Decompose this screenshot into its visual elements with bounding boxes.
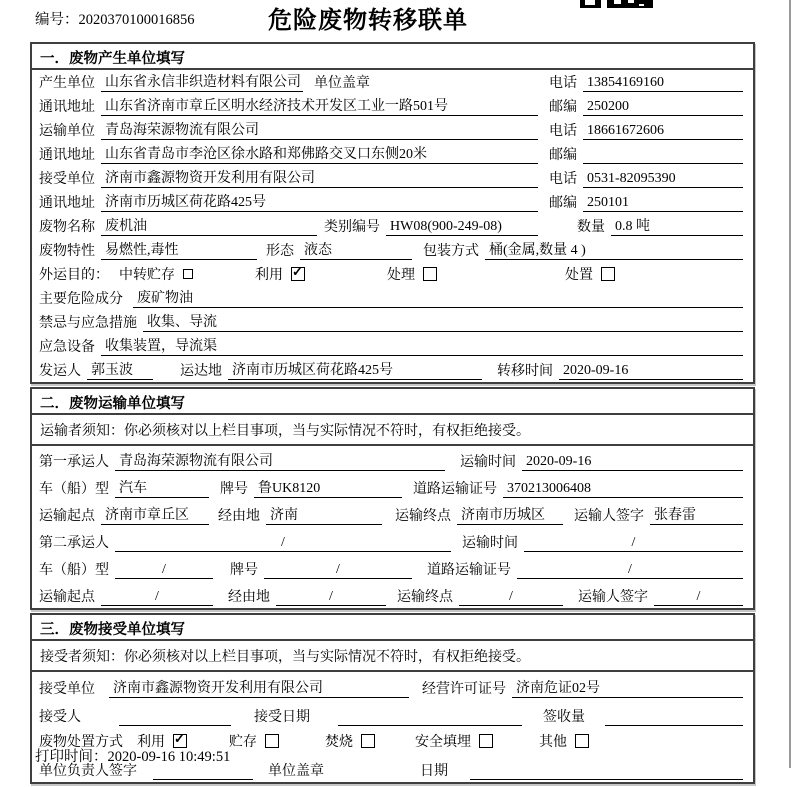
license-label: 经营许可证号 xyxy=(422,682,506,697)
transporter-notice: 运输者须知：你必须核对以上栏目事项，当与实际情况不符时，有权拒绝接受。 xyxy=(32,415,753,446)
zip-label: 邮编 xyxy=(549,196,577,211)
address-value: 山东省青岛市李沧区徐水路和郑佛路交叉口东侧20米 xyxy=(101,143,538,164)
address-value: 山东省济南市章丘区明水经济技术开发区工业一路501号 xyxy=(101,95,538,116)
option-label: 利用 xyxy=(137,735,165,750)
producer-row xyxy=(32,70,753,94)
disposal-option-other xyxy=(539,731,589,751)
transporter-label: 运输单位 xyxy=(39,124,95,139)
option-label: 贮存 xyxy=(229,735,257,750)
purpose-option-treat xyxy=(387,264,437,284)
receive-date-label: 接受日期 xyxy=(254,710,310,725)
producer-address-row xyxy=(32,94,753,118)
purpose-option-dispose xyxy=(565,264,615,284)
carrier-sign-value: 张春雷 xyxy=(650,504,743,525)
zip-label: 邮编 xyxy=(549,100,577,115)
purpose-option-utilize xyxy=(255,264,305,284)
transfer-purpose-row xyxy=(32,262,753,286)
carrier-sign-value: / xyxy=(654,589,743,606)
vehicle-type-value: 汽车 xyxy=(115,477,209,498)
quantity-label: 数量 xyxy=(577,220,605,235)
endpoint-value: 济南市历城区 xyxy=(457,504,563,525)
address-value: 济南市历城区荷花路425号 xyxy=(101,191,538,212)
checkbox-icon xyxy=(265,734,279,748)
endpoint-label: 运输终点 xyxy=(397,590,453,605)
character-value: 易燃性,毒性 xyxy=(101,239,257,260)
emergency-measures-row xyxy=(32,310,753,334)
waste-name-row xyxy=(32,214,753,238)
purpose-label: 外运目的： xyxy=(39,268,109,283)
transporter-row xyxy=(32,118,753,142)
license-value: 济南危证02号 xyxy=(512,677,743,698)
manifest-form xyxy=(30,42,755,787)
section3-header: 三．废物接受单位填写 xyxy=(32,615,753,641)
hazard-component-row xyxy=(32,286,753,310)
producer-value: 山东省永信非织造材料有限公司 xyxy=(101,71,303,92)
plate-label: 牌号 xyxy=(230,563,258,578)
checkbox-icon xyxy=(601,267,615,281)
doc-number-label: 编号： xyxy=(35,12,79,28)
receive-date-value xyxy=(338,725,522,726)
option-label: 处理 xyxy=(387,268,415,283)
vehicle-row-2 xyxy=(32,554,753,581)
second-carrier-value: / xyxy=(115,535,451,552)
plate-label: 牌号 xyxy=(220,482,248,497)
qr-code-icon xyxy=(580,0,654,8)
measures-value: 收集、导流 xyxy=(143,311,743,332)
vehicle-type-label: 车（船）型 xyxy=(39,563,109,578)
character-label: 废物特性 xyxy=(39,244,95,259)
unit-seal-label: 单位盖章 xyxy=(314,76,370,91)
phone-label: 电话 xyxy=(549,76,577,91)
transport-time-value: 2020-09-16 xyxy=(522,454,743,471)
road-cert-label: 道路运输证号 xyxy=(427,563,511,578)
receive-person-label: 接受人 xyxy=(39,710,81,725)
plate-value: 鲁UK8120 xyxy=(254,477,402,498)
route-row xyxy=(32,500,753,527)
vehicle-type-value: / xyxy=(115,562,213,579)
option-label: 其他 xyxy=(539,735,567,750)
zip-value: 250101 xyxy=(583,195,743,212)
hazard-label: 主要危险成分 xyxy=(39,292,123,307)
transporter-address-row xyxy=(32,142,753,166)
receive-person-value xyxy=(119,725,231,726)
shipper-value: 郭玉波 xyxy=(87,359,153,380)
receive-unit-label: 接受单位 xyxy=(39,682,95,697)
form-label: 形态 xyxy=(266,244,294,259)
receiver-notice: 接受者须知：你必须核对以上栏目事项，当与实际情况不符时，有权拒绝接受。 xyxy=(32,641,753,672)
via-label: 经由地 xyxy=(228,590,270,605)
receiver-value: 济南市鑫源物资开发利用有限公司 xyxy=(101,167,538,188)
option-label: 中转贮存 xyxy=(119,268,175,283)
checkbox-icon xyxy=(183,269,193,279)
origin-label: 运输起点 xyxy=(39,509,95,524)
phone-value: 0531-82095390 xyxy=(583,171,743,188)
phone-label: 电话 xyxy=(549,172,577,187)
transporter-value: 青岛海荣源物流有限公司 xyxy=(101,119,538,140)
plate-value: / xyxy=(264,562,412,579)
via-label: 经由地 xyxy=(218,509,260,524)
page-title: 危险废物转移联单 xyxy=(268,8,468,34)
shipper-row xyxy=(32,358,753,382)
destination-value: 济南市历城区荷花路425号 xyxy=(228,359,482,380)
doc-number-value: 2020370100016856 xyxy=(78,12,195,28)
page-edge-divider xyxy=(789,0,791,768)
road-cert-value: 370213006408 xyxy=(503,481,743,498)
checkbox-icon xyxy=(361,734,375,748)
disposal-method-label: 废物处置方式 xyxy=(39,735,123,750)
checkbox-icon xyxy=(423,267,437,281)
transfer-time-label: 转移时间 xyxy=(497,364,553,379)
first-carrier-value: 青岛海荣源物流有限公司 xyxy=(115,450,445,471)
packing-label: 包装方式 xyxy=(423,244,479,259)
shipper-label: 发运人 xyxy=(39,364,81,379)
option-label: 安全填埋 xyxy=(415,735,471,750)
zip-value: 250200 xyxy=(583,99,743,116)
disposal-option-store xyxy=(229,731,279,751)
option-label: 处置 xyxy=(565,268,593,283)
waste-character-row xyxy=(32,238,753,262)
section2-header: 二．废物运输单位填写 xyxy=(32,389,753,415)
second-carrier-row xyxy=(32,527,753,554)
category-value: HW08(900-249-08) xyxy=(386,219,538,236)
checkbox-icon xyxy=(575,734,589,748)
measures-label: 禁忌与应急措施 xyxy=(39,316,137,331)
waste-name-label: 废物名称 xyxy=(39,220,95,235)
via-value: / xyxy=(276,589,386,606)
first-carrier-label: 第一承运人 xyxy=(39,455,109,470)
receive-unit-row xyxy=(32,672,753,700)
section1-header: 一．废物产生单位填写 xyxy=(32,44,753,70)
first-carrier-row xyxy=(32,446,753,473)
equipment-value: 收集装置，导流渠 xyxy=(101,335,743,356)
phone-label: 电话 xyxy=(549,124,577,139)
carrier-sign-label: 运输人签字 xyxy=(574,509,644,524)
packing-value: 桶(金属,数量 4 ) xyxy=(485,239,743,260)
destination-label: 运达地 xyxy=(180,364,222,379)
address-label: 通讯地址 xyxy=(39,196,95,211)
section-producer xyxy=(30,42,755,384)
document-header xyxy=(0,0,796,40)
print-time xyxy=(35,745,230,766)
hazard-value: 废矿物油 xyxy=(133,287,743,308)
origin-value: 济南市章丘区 xyxy=(101,504,209,525)
form-value: 液态 xyxy=(300,239,412,260)
category-label: 类别编号 xyxy=(324,220,380,235)
purpose-option-storage xyxy=(119,264,193,284)
disposal-option-landfill xyxy=(415,731,493,751)
section-transporter xyxy=(30,387,755,610)
receive-person-row xyxy=(32,700,753,728)
transport-time-label: 运输时间 xyxy=(460,455,516,470)
signed-qty-label: 签收量 xyxy=(543,710,585,725)
transfer-time-value: 2020-09-16 xyxy=(559,363,743,380)
address-label: 通讯地址 xyxy=(39,148,95,163)
road-cert-value: / xyxy=(517,562,743,579)
carrier-sign-label: 运输人签字 xyxy=(578,590,648,605)
waste-name-value: 废机油 xyxy=(101,215,317,236)
endpoint-label: 运输终点 xyxy=(395,509,451,524)
emergency-equipment-row xyxy=(32,334,753,358)
second-carrier-label: 第二承运人 xyxy=(39,536,109,551)
via-value: 济南 xyxy=(266,504,382,525)
vehicle-type-label: 车（船）型 xyxy=(39,482,109,497)
road-cert-label: 道路运输证号 xyxy=(413,482,497,497)
origin-value: / xyxy=(101,589,213,606)
print-time-value: 2020-09-16 10:49:51 xyxy=(107,749,231,765)
phone-value: 13854169160 xyxy=(583,75,743,92)
receiver-address-row xyxy=(32,190,753,214)
producer-label: 产生单位 xyxy=(39,76,95,91)
checkbox-icon xyxy=(479,734,493,748)
receiver-row xyxy=(32,166,753,190)
receive-unit-value: 济南市鑫源物资开发利用有限公司 xyxy=(109,677,409,698)
manager-sign-label: 单位负责人签字 xyxy=(39,764,137,779)
route-row-2 xyxy=(32,581,753,608)
transport-time-value: / xyxy=(524,535,743,552)
origin-label: 运输起点 xyxy=(39,590,95,605)
manager-sign-value xyxy=(153,779,253,780)
date-value xyxy=(470,779,743,780)
checkbox-checked-icon xyxy=(291,267,305,281)
phone-value: 18661672606 xyxy=(583,123,743,140)
disposal-option-incinerate xyxy=(325,731,375,751)
receiver-label: 接受单位 xyxy=(39,172,95,187)
zip-value xyxy=(583,163,743,164)
date-label: 日期 xyxy=(420,764,448,779)
unit-seal-label: 单位盖章 xyxy=(268,764,324,779)
option-label: 利用 xyxy=(255,268,283,283)
vehicle-row xyxy=(32,473,753,500)
address-label: 通讯地址 xyxy=(39,100,95,115)
option-label: 焚烧 xyxy=(325,735,353,750)
endpoint-value: / xyxy=(459,589,563,606)
quantity-value: 0.8 吨 xyxy=(611,215,743,236)
zip-label: 邮编 xyxy=(549,148,577,163)
print-time-label: 打印时间： xyxy=(35,749,108,765)
transport-time-label: 运输时间 xyxy=(462,536,518,551)
equipment-label: 应急设备 xyxy=(39,340,95,355)
signed-qty-value xyxy=(605,725,743,726)
